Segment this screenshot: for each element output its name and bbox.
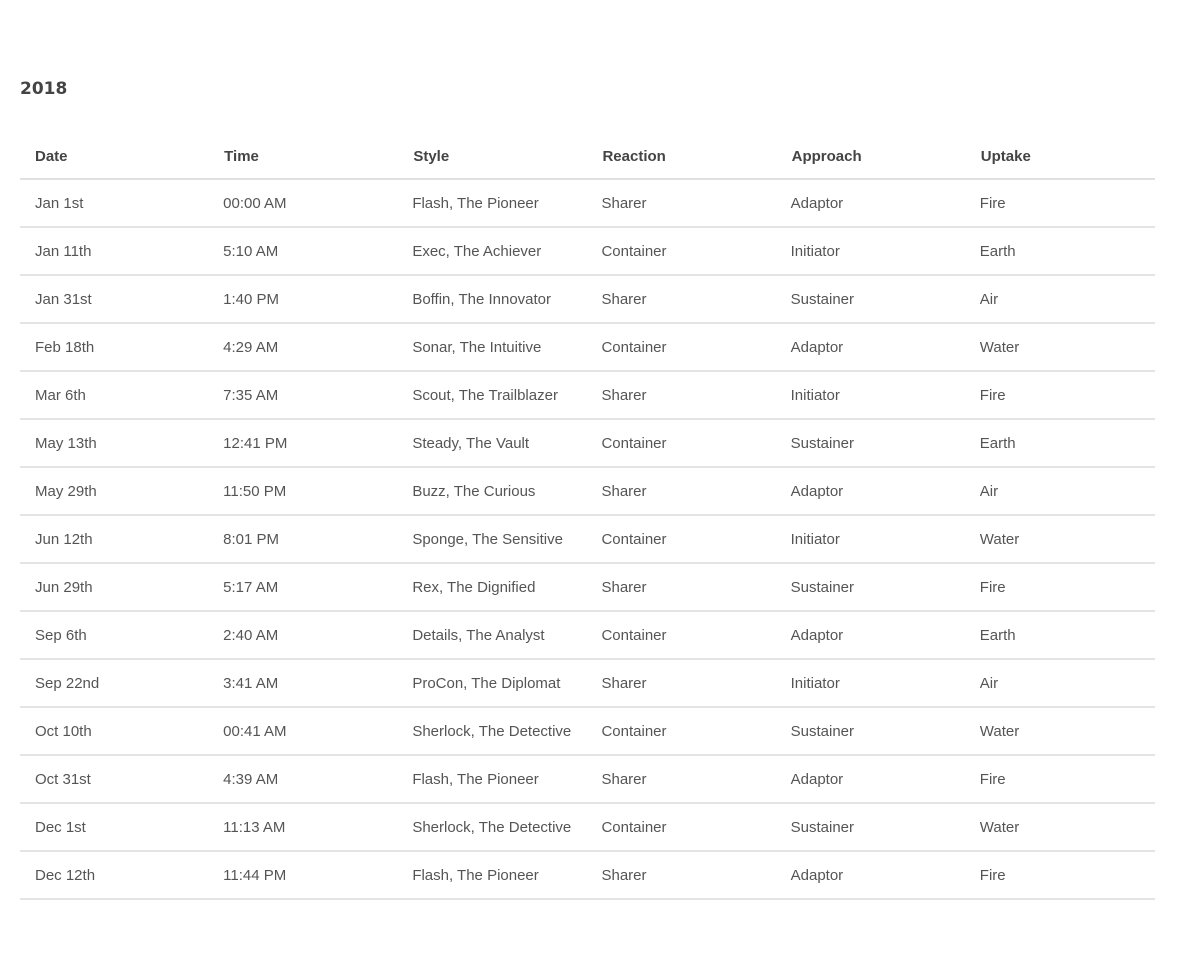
date-cell: Sep 22nd xyxy=(20,659,209,707)
style-cell: Flash, The Pioneer xyxy=(398,179,587,227)
time-cell: 2:40 AM xyxy=(209,611,398,659)
uptake-cell: Air xyxy=(966,467,1155,515)
approach-cell: Initiator xyxy=(777,659,966,707)
date-cell: Mar 6th xyxy=(20,371,209,419)
time-cell: 00:00 AM xyxy=(209,179,398,227)
time-cell: 7:35 AM xyxy=(209,371,398,419)
style-cell: Sonar, The Intuitive xyxy=(398,323,587,371)
uptake-cell: Fire xyxy=(966,179,1155,227)
reaction-cell: Container xyxy=(587,707,776,755)
uptake-cell: Earth xyxy=(966,227,1155,275)
uptake-cell: Water xyxy=(966,515,1155,563)
approach-cell: Sustainer xyxy=(777,803,966,851)
table-row xyxy=(20,467,1155,515)
time-cell: 5:17 AM xyxy=(209,563,398,611)
reaction-cell: Container xyxy=(587,611,776,659)
time-cell: 11:50 PM xyxy=(209,467,398,515)
time-cell: 12:41 PM xyxy=(209,419,398,467)
style-cell: Sherlock, The Detective xyxy=(398,707,587,755)
uptake-cell: Fire xyxy=(966,755,1155,803)
date-cell: Oct 10th xyxy=(20,707,209,755)
table-row xyxy=(20,371,1155,419)
year-heading: 2018 xyxy=(20,79,68,99)
style-cell: Rex, The Dignified xyxy=(398,563,587,611)
uptake-cell: Air xyxy=(966,659,1155,707)
reaction-cell: Sharer xyxy=(587,755,776,803)
reaction-cell: Container xyxy=(587,227,776,275)
time-cell: 5:10 AM xyxy=(209,227,398,275)
reaction-cell: Container xyxy=(587,419,776,467)
uptake-cell: Fire xyxy=(966,851,1155,899)
column-header-approach: Approach xyxy=(777,134,966,179)
reaction-cell: Sharer xyxy=(587,851,776,899)
date-cell: Oct 31st xyxy=(20,755,209,803)
approach-cell: Initiator xyxy=(777,227,966,275)
uptake-cell: Air xyxy=(966,275,1155,323)
reaction-cell: Sharer xyxy=(587,467,776,515)
time-cell: 1:40 PM xyxy=(209,275,398,323)
table-row xyxy=(20,419,1155,467)
date-cell: Jan 11th xyxy=(20,227,209,275)
style-cell: Steady, The Vault xyxy=(398,419,587,467)
date-cell: Dec 12th xyxy=(20,851,209,899)
uptake-cell: Water xyxy=(966,323,1155,371)
approach-cell: Adaptor xyxy=(777,611,966,659)
uptake-cell: Water xyxy=(966,803,1155,851)
column-header-time: Time xyxy=(209,134,398,179)
table-body xyxy=(20,179,1155,899)
approach-cell: Adaptor xyxy=(777,179,966,227)
table-row xyxy=(20,563,1155,611)
date-cell: Jun 12th xyxy=(20,515,209,563)
table-row xyxy=(20,659,1155,707)
column-header-date: Date xyxy=(20,134,209,179)
table-row xyxy=(20,611,1155,659)
time-cell: 8:01 PM xyxy=(209,515,398,563)
table-row xyxy=(20,323,1155,371)
date-cell: Jun 29th xyxy=(20,563,209,611)
uptake-cell: Water xyxy=(966,707,1155,755)
table-row xyxy=(20,515,1155,563)
approach-cell: Adaptor xyxy=(777,851,966,899)
table-row xyxy=(20,755,1155,803)
approach-cell: Sustainer xyxy=(777,707,966,755)
table-row xyxy=(20,851,1155,899)
time-cell: 4:39 AM xyxy=(209,755,398,803)
uptake-cell: Earth xyxy=(966,419,1155,467)
uptake-cell: Fire xyxy=(966,563,1155,611)
approach-cell: Sustainer xyxy=(777,419,966,467)
table-row xyxy=(20,707,1155,755)
style-cell: Sherlock, The Detective xyxy=(398,803,587,851)
date-cell: Jan 31st xyxy=(20,275,209,323)
approach-cell: Initiator xyxy=(777,371,966,419)
reaction-cell: Sharer xyxy=(587,563,776,611)
reaction-cell: Container xyxy=(587,803,776,851)
style-cell: Buzz, The Curious xyxy=(398,467,587,515)
column-header-uptake: Uptake xyxy=(966,134,1155,179)
approach-cell: Initiator xyxy=(777,515,966,563)
approach-cell: Adaptor xyxy=(777,323,966,371)
table-row xyxy=(20,179,1155,227)
style-cell: Details, The Analyst xyxy=(398,611,587,659)
date-cell: Sep 6th xyxy=(20,611,209,659)
column-header-style: Style xyxy=(398,134,587,179)
reaction-cell: Sharer xyxy=(587,275,776,323)
approach-cell: Adaptor xyxy=(777,467,966,515)
approach-cell: Adaptor xyxy=(777,755,966,803)
date-cell: Jan 1st xyxy=(20,179,209,227)
reaction-cell: Sharer xyxy=(587,371,776,419)
approach-cell: Sustainer xyxy=(777,563,966,611)
reaction-cell: Sharer xyxy=(587,179,776,227)
time-cell: 4:29 AM xyxy=(209,323,398,371)
reaction-cell: Sharer xyxy=(587,659,776,707)
time-cell: 11:44 PM xyxy=(209,851,398,899)
style-cell: Sponge, The Sensitive xyxy=(398,515,587,563)
reaction-cell: Container xyxy=(587,515,776,563)
uptake-cell: Fire xyxy=(966,371,1155,419)
date-cell: Dec 1st xyxy=(20,803,209,851)
style-cell: ProCon, The Diplomat xyxy=(398,659,587,707)
table-row xyxy=(20,275,1155,323)
time-cell: 3:41 AM xyxy=(209,659,398,707)
table-header xyxy=(20,134,1155,179)
style-cell: Boffin, The Innovator xyxy=(398,275,587,323)
style-cell: Flash, The Pioneer xyxy=(398,755,587,803)
date-cell: Feb 18th xyxy=(20,323,209,371)
column-header-reaction: Reaction xyxy=(587,134,776,179)
date-cell: May 29th xyxy=(20,467,209,515)
style-cell: Flash, The Pioneer xyxy=(398,851,587,899)
uptake-cell: Earth xyxy=(966,611,1155,659)
date-cell: May 13th xyxy=(20,419,209,467)
schedule-table xyxy=(20,134,1155,900)
approach-cell: Sustainer xyxy=(777,275,966,323)
reaction-cell: Container xyxy=(587,323,776,371)
header-row xyxy=(20,134,1155,179)
style-cell: Scout, The Trailblazer xyxy=(398,371,587,419)
time-cell: 00:41 AM xyxy=(209,707,398,755)
table-row xyxy=(20,803,1155,851)
style-cell: Exec, The Achiever xyxy=(398,227,587,275)
time-cell: 11:13 AM xyxy=(209,803,398,851)
table-row xyxy=(20,227,1155,275)
